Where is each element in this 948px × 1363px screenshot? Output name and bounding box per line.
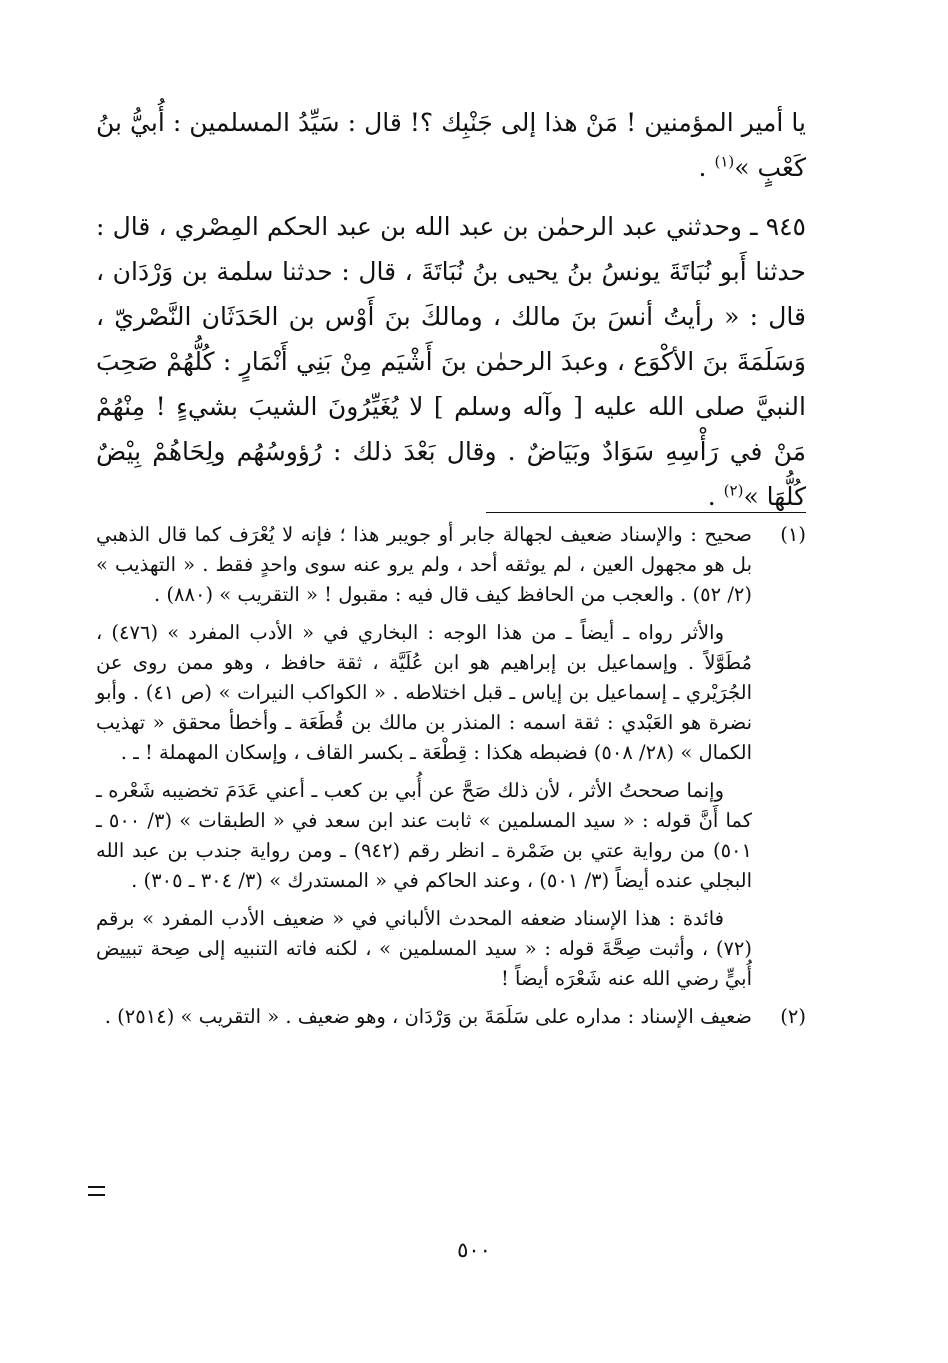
- page-number: ٥٠٠: [457, 1238, 491, 1262]
- opening-paragraph: [96, 100, 806, 190]
- hadith-paragraph: [96, 204, 806, 519]
- equals-mark: [88, 1186, 105, 1196]
- footnote-1-body: [96, 520, 752, 994]
- opening-text: يا أمير المؤمنين ! مَنْ هذا إلى جَنْبِك ؟! قال : سَيِّدُ المسلمين : أُبيُّ بنُ كَعْبٍ »: [96, 108, 806, 182]
- hadith-end: .: [707, 482, 724, 511]
- footnote-1: [96, 520, 806, 994]
- footnote-1-paragraph-1: صحيح : والإسناد ضعيف لجهالة جابر أو جويبر هذا ؛ فإنه لا يُعْرَف كما قال الذهبي بل هو مجهول العين ، لم يوثقه أحد ، ولم يرو عنه سوى واحدٍ فقط . « التهذيب » (٢/ ٥٢) . والعجب من الحافظ كيف قال فيه : مقبول ! « التقريب » (٨٨٠) .: [96, 523, 752, 606]
- footnote-1-paragraph-4: فائدة : هذا الإسناد ضعفه المحدث الألباني في « ضعيف الأدب المفرد » برقم (٧٢) ، وأثبت صِحَّةَ قوله : « سيد المسلمين » ، لكنه فاته التنبيه إلى صِحة تبييض أُبيٍّ رضي الله عنه شَعْرَه أيضاً !: [96, 907, 752, 990]
- footnote-1-number: (١): [780, 523, 806, 546]
- footnote-ref-1[interactable]: (١): [714, 152, 735, 171]
- footnote-2-number: (٢): [780, 1005, 806, 1028]
- hadith-text: ٩٤٥ ـ وحدثني عبد الرحمٰن بن عبد الله بن عبد الحكم المِصْري ، قال : حدثنا أَبو نُبَاتَةَ يونسُ بنُ يحيى بنُ نُبَاتَةَ ، قال : حدثنا سلمة بن وَرْدَان ، قال : « رأيتُ أنسَ بنَ مالك ، ومالكَ بنَ أَوْس بن الحَدَثَان النَّصْريّ ، وَسَلَمَةَ بنَ الأكْوَع ، وعبدَ الرحمٰن بنَ أَشْيَم مِنْ بَنِي أَنْمَارٍ : كُلُّهُمْ صَحِبَ النبيَّ صلى الله عليه [ وآله وسلم ] لا يُغَيِّرُونَ الشيبَ بشيءٍ ! مِنْهُمْ مَنْ في رَأْسِهِ سَوَادٌ وبَيَاضٌ . وقال بَعْدَ ذلك : رُؤوسُهُم ولِحَاهُمْ بِيْضٌ كُلُّهَا »: [96, 212, 806, 511]
- opening-end: .: [698, 153, 715, 182]
- main-text: [96, 100, 806, 519]
- footnote-ref-2[interactable]: (٢): [723, 481, 744, 500]
- footnote-1-paragraph-3: وإنما صححتُ الأثر ، لأن ذلك صَحَّ عن أُبي بن كعب ـ أعني عَدَمَ تخضيبه شَعْره ـ كما أَنَّ قوله : « سيد المسلمين » ثابت عند ابن سعد في « الطبقات » (٣/ ٥٠٠ ـ ٥٠١) من رواية عتي بن ضَمْرة ـ انظر رقم (٩٤٢) ـ ومن رواية جندب بن عبد الله البجلي عنده أيضاً (٣/ ٥٠١) ، وعند الحاكم في « المستدرك » (٣/ ٣٠٤ ـ ٣٠٥) .: [96, 779, 752, 892]
- footnotes: [96, 520, 806, 1032]
- footnote-2-text: ضعيف الإسناد : مداره على سَلَمَةَ بن وَرْدَان ، وهو ضعيف . « التقريب » (٢٥١٤) .: [104, 1005, 752, 1028]
- footnote-1-paragraph-2: والأثر رواه ـ أيضاً ـ من هذا الوجه : البخاري في « الأدب المفرد » (٤٧٦) ، مُطَوَّلاً . وإسماعيل بن إبراهيم هو ابن عُلَيَّة ، ثقة حافظ ، وهو ممن روى عن الجُرَيْري ـ إسماعيل بن إياس ـ قبل اختلاطه . « الكواكب النيرات » (ص ٤١) . وأبو نضرة هو العَبْدي : ثقة اسمه : المنذر بن مالك بن قُطَعَة ـ وأخطأ محقق « تهذيب الكمال » (٢٨/ ٥٠٨) فضبطه هكذا : قِطْعَة ـ بكسر القاف ، وإسكان المهملة ! ـ .: [96, 621, 752, 764]
- footnote-2-body: [96, 1002, 752, 1032]
- footnote-2: [96, 1002, 806, 1032]
- footnote-divider: [486, 512, 806, 513]
